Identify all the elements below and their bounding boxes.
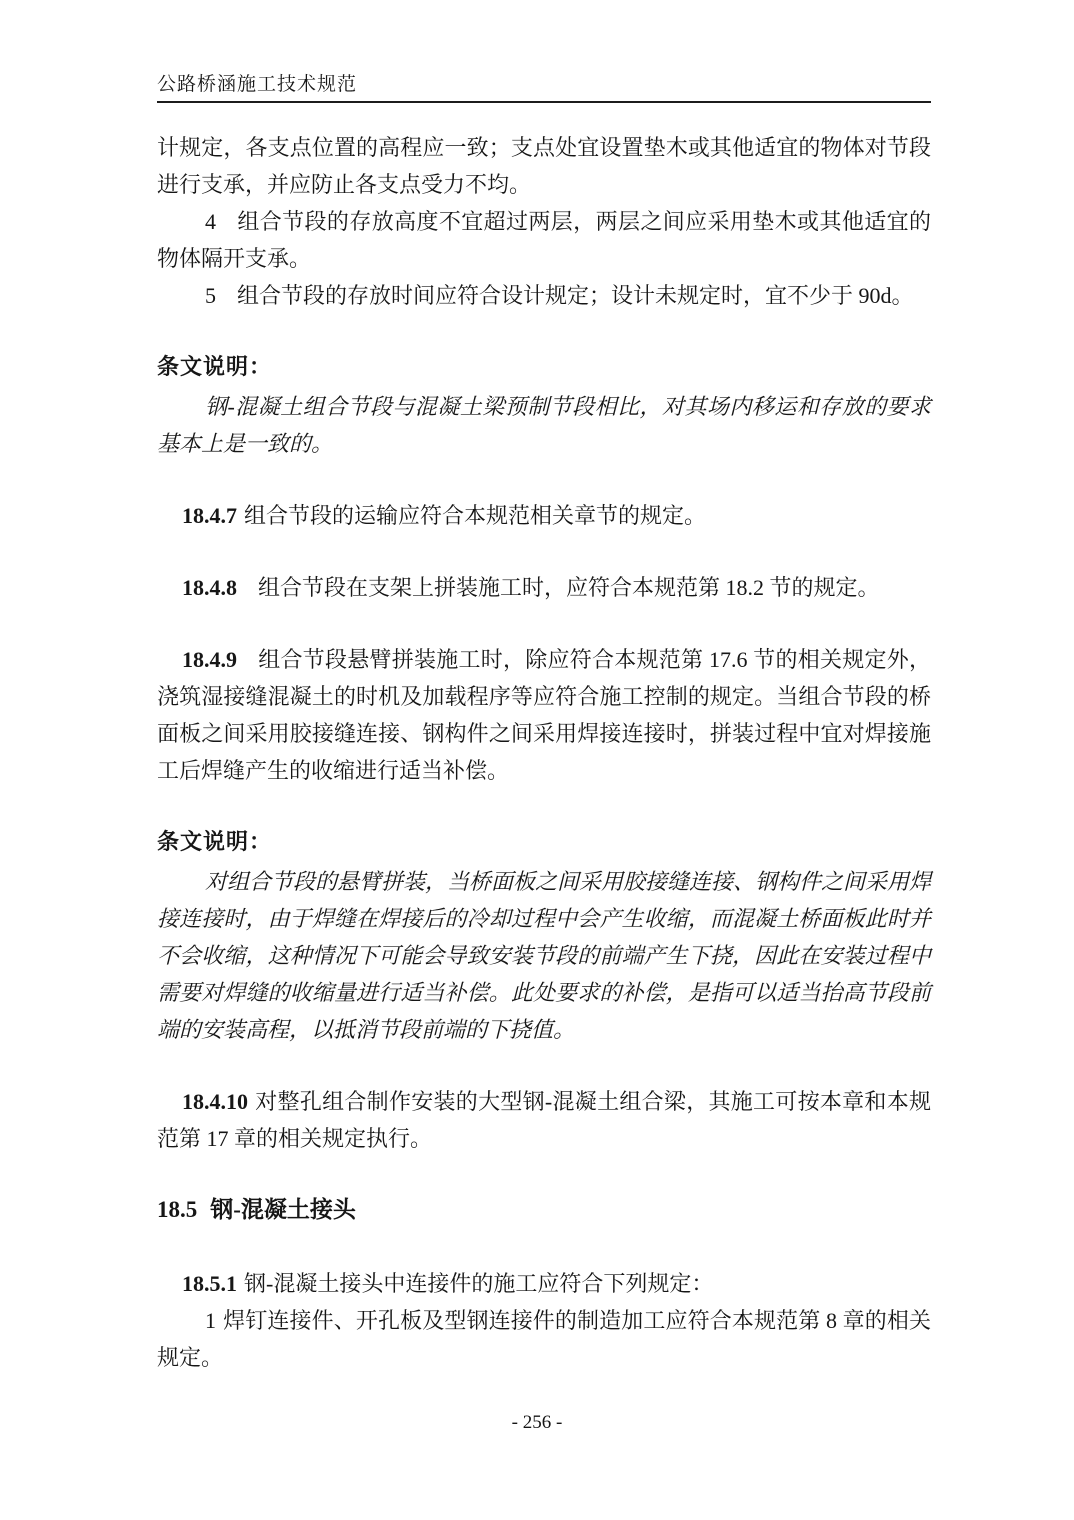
item-5-text: 组合节段的存放时间应符合设计规定；设计未规定时，宜不少于 90d。 <box>237 283 914 308</box>
commentary-paragraph-1: 钢-混凝土组合节段与混凝土梁预制节段相比，对其场内移运和存放的要求基本上是一致的。 <box>157 394 931 456</box>
list-item-1 <box>157 1302 931 1376</box>
clause-18-5-1-text: 钢-混凝土接头中连接件的施工应符合下列规定： <box>244 1271 714 1296</box>
item-5-number: 5 <box>205 283 216 308</box>
page-header <box>157 74 931 103</box>
clause-18-4-10 <box>157 1083 931 1157</box>
page-footer <box>0 1411 1074 1435</box>
notes-label-1: 条文说明： <box>157 354 273 379</box>
paragraph-continuation: 计规定，各支点位置的高程应一致；支点处宜设置垫木或其他适宜的物体对节段进行支承，并应防止各支点受力不均。 <box>157 135 931 197</box>
clause-18-4-7 <box>157 497 931 534</box>
clause-18-4-10-text: 对整孔组合制作安装的大型钢-混凝土组合梁，其施工可按本章和本规范第 17 章的相关规定执行。 <box>157 1089 931 1151</box>
clause-18-4-8 <box>157 569 931 606</box>
clause-18-4-9-text: 组合节段悬臂拼装施工时，除应符合本规范第 17.6 节的相关规定外，浇筑湿接缝混凝土的时机及加载程序等应符合施工控制的规定。当组合节段的桥面板之间采用胶接缝连接、钢构件之间采用焊接连接时，拼装过程中宜对焊接施工后焊缝产生的收缩进行适当补偿。 <box>157 647 931 783</box>
list-item-4 <box>157 203 931 277</box>
notes-label-2: 条文说明： <box>157 829 273 854</box>
section-18-5-number: 18.5 <box>157 1197 198 1222</box>
clause-18-5-1-number: 18.5.1 <box>182 1271 237 1296</box>
commentary-paragraph-2: 对组合节段的悬臂拼装，当桥面板之间采用胶接缝连接、钢构件之间采用焊接连接时，由于焊缝在焊接后的冷却过程中会产生收缩，而混凝土桥面板此时并不会收缩，这种情况下可能会导致安装节段的前端产生下挠，因此在安装过程中需要对焊缝的收缩量进行适当补偿。此处要求的补偿，是指可以适当抬高节段前端的安装高程，以抵消节段前端的下挠值。 <box>157 869 932 1042</box>
list-item-5 <box>157 277 931 314</box>
clause-18-4-9-number: 18.4.9 <box>182 647 237 672</box>
item-4-number: 4 <box>205 209 216 234</box>
clause-18-4-8-number: 18.4.8 <box>182 575 237 600</box>
page-number: - 256 - <box>511 1412 563 1433</box>
clause-18-5-1 <box>157 1265 931 1302</box>
clause-18-4-7-text: 组合节段的运输应符合本规范相关章节的规定。 <box>244 503 707 528</box>
item-1-number: 1 <box>205 1308 216 1333</box>
doc-title: 公路桥涵施工技术规范 <box>157 74 358 95</box>
section-heading-18-5 <box>157 1190 931 1230</box>
clause-18-4-7-number: 18.4.7 <box>182 503 237 528</box>
clause-18-4-9 <box>157 641 931 789</box>
section-18-5-title: 钢-混凝土接头 <box>210 1197 356 1222</box>
clause-18-4-8-text: 组合节段在支架上拼装施工时，应符合本规范第 18.2 节的规定。 <box>258 575 880 600</box>
item-1-text: 焊钉连接件、开孔板及型钢连接件的制造加工应符合本规范第 8 章的相关规定。 <box>157 1308 931 1370</box>
clause-18-4-10-number: 18.4.10 <box>182 1089 248 1114</box>
item-4-text: 组合节段的存放高度不宜超过两层，两层之间应采用垫木或其他适宜的物体隔开支承。 <box>157 209 931 271</box>
page-body <box>157 129 931 1376</box>
